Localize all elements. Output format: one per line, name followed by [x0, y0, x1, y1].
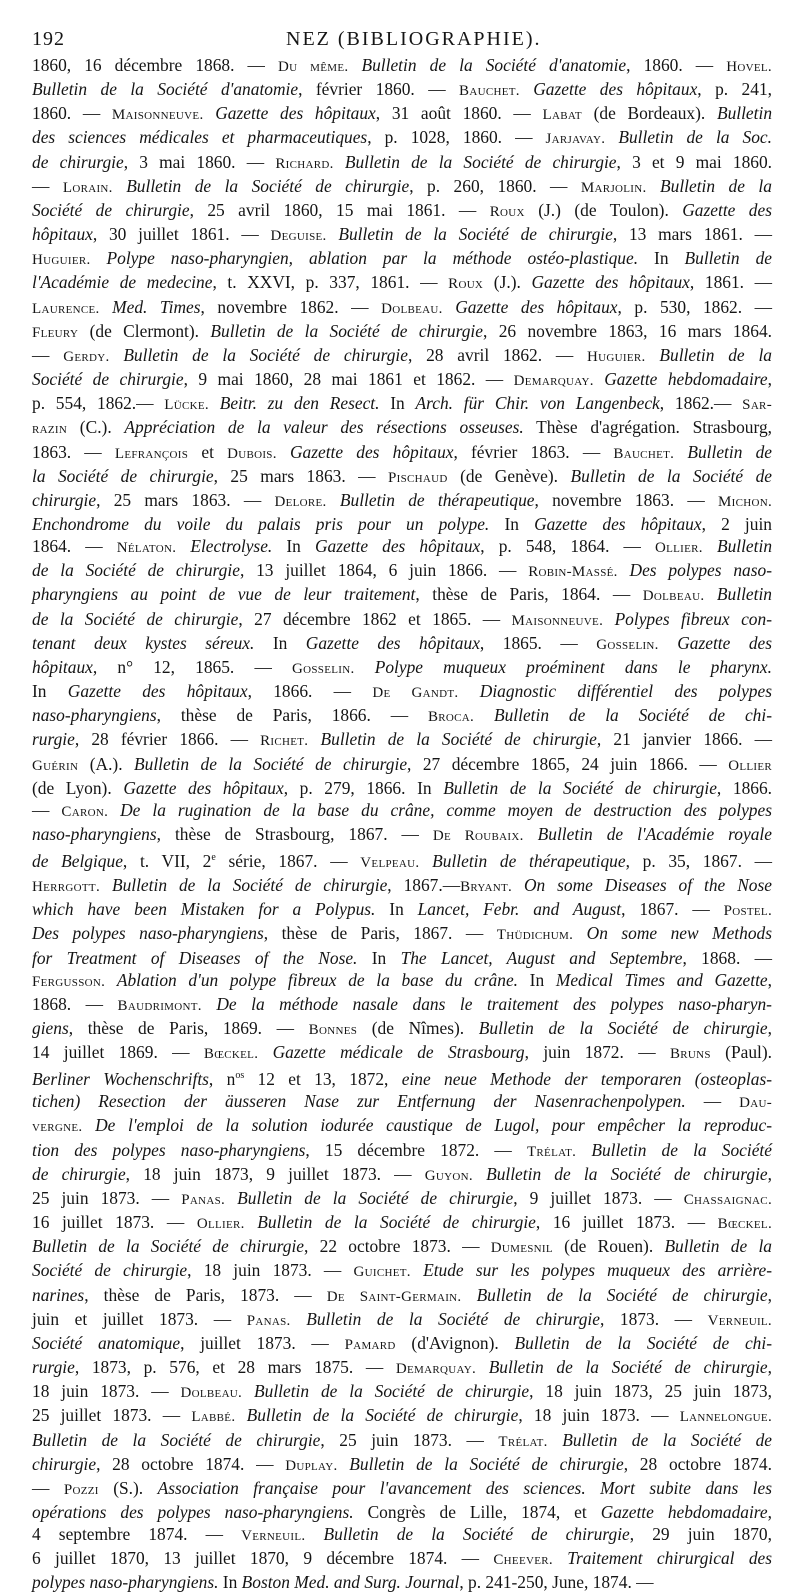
text-line: Fleury (de Clermont). Bulletin de la Société de chirurgie, 26 novembre 1863, 16 mars 1864. — [32, 320, 772, 341]
text-line: 25 juillet 1873. — Labbé. Bulletin de la Société de chirurgie, 18 juin 1873. — Lannelongue. — [32, 1405, 772, 1426]
text-line: giens, thèse de Paris, 1869. — Bonnes (de Nîmes). Bulletin de la Société de chirurgie, — [32, 1018, 772, 1039]
text-line: hôpitaux, 30 juillet 1861. — Deguise. Bulletin de la Société de chirurgie, 13 mars 1861. — — [32, 224, 772, 245]
text-line: des sciences médicales et pharmaceutiques, p. 1028, 1860. — Jarjavay. Bulletin de la Soc. — [32, 127, 772, 148]
running-title: NEZ (BIBLIOGRAPHIE). — [286, 28, 542, 50]
text-line: opérations des polypes naso-pharyngiens. Congrès de Lille, 1874, et Gazette hebdomadaire, — [32, 1501, 772, 1522]
text-line: 1860. — Maisonneuve. Gazette des hôpitaux, 31 août 1860. — Labat (de Bordeaux). Bulletin — [32, 103, 773, 124]
text-line: Guérin (A.). Bulletin de la Société de chirurgie, 27 décembre 1865, 24 juin 1866. — Ollier — [32, 753, 772, 774]
text-line: Berliner Wochenschrifts, $n^{os}$ 12 et 13, 1872, eine neue Methode der temporaren (osteoplas- — [32, 1069, 773, 1090]
text-line: Société de chirurgie, 18 juin 1873. — Guichet. Etude sur les polypes muqueux des arrière- — [32, 1260, 772, 1281]
page — [32, 28, 772, 1594]
text-line: for Treatment of Diseases of the Nose. In The Lancet, August and Septembre, 1868. — — [32, 947, 773, 968]
text-line: Bulletin de la Société de chirurgie, 22 octobre 1873. — Dumesnil (de Rouen). Bulletin de la — [32, 1236, 772, 1257]
text-line: de la Société de chirurgie, 13 juillet 1864, 6 juin 1866. — Robin-Massé. Des polypes naso- — [32, 560, 772, 581]
text-line: de chirurgie, 18 juin 1873, 9 juillet 1873. — Guyon. Bulletin de la Société de chirurgie, — [32, 1163, 772, 1184]
text-line: pharyngiens au point de vue de leur traitement, thèse de Paris, 1864. — Dolbeau. Bulletin — [32, 584, 772, 605]
text-line: Bulletin de la Société de chirurgie, 25 juin 1873. — Trélat. Bulletin de la Société de — [32, 1429, 772, 1450]
text-line: Laurence. Med. Times, novembre 1862. — Dolbeau. Gazette des hôpitaux, p. 530, 1862. — — [32, 296, 773, 317]
text-line: chirurgie, 25 mars 1863. — Delore. Bulletin de thérapeutique, novembre 1863. — Michon. — [32, 489, 773, 510]
text-line: Des polypes naso-pharyngiens, thèse de Paris, 1867. — Thüdichum. On some new Methods — [32, 923, 772, 944]
text-line: Fergusson. Ablation d'un polype fibreux de la base du crâne. In Medical Times and Gazette, — [32, 969, 772, 990]
text-line: l'Académie de medecine, t. XXVI, p. 337, 1861. — Roux (J.). Gazette des hôpitaux, 1861. — — [32, 272, 773, 293]
text-line: Bulletin de la Société d'anatomie, février 1860. — Bauchet. Gazette des hôpitaux, p. 241, — [32, 79, 772, 100]
text-line: tenant deux kystes séreux. In Gazette des hôpitaux, 1865. — Gosselin. Gazette des — [32, 632, 773, 653]
text-line: 1864. — Nélaton. Electrolyse. In Gazette des hôpitaux, p. 548, 1864. — Ollier. Bulletin — [32, 536, 773, 557]
text-line: 6 juillet 1870, 13 juillet 1870, 9 décembre 1874. — Cheever. Traitement chirurgical des — [32, 1548, 772, 1569]
text-line: Enchondrome du voile du palais pris pour un polype. In Gazette des hôpitaux, 2 juin — [32, 513, 772, 534]
text-line: 4 septembre 1874. — Verneuil. Bulletin de la Société de chirurgie, 29 juin 1870, — [32, 1524, 772, 1545]
text-line: 1860, 16 décembre 1868. — Du même. Bulletin de la Société d'anatomie, 1860. — Hovel. — [32, 55, 772, 75]
text-line: juin et juillet 1873. — Panas. Bulletin de la Société de chirurgie, 1873. — Verneuil. — [32, 1308, 772, 1329]
text-line: Société anatomique, juillet 1873. — Pamard (d'Avignon). Bulletin de la Société de chi- — [32, 1332, 772, 1353]
text-line: la Société de chirurgie, 25 mars 1863. — Pischaud (de Genève). Bulletin de la Société de — [32, 465, 772, 486]
text-line: Herrgott. Bulletin de la Société de chirurgie, 1867.—Bryant. On some Diseases of the Nose — [32, 875, 772, 896]
text-line: Société de chirurgie, 25 avril 1860, 15 mai 1861. — Roux (J.) (de Toulon). Gazette des — [32, 199, 772, 220]
text-line: naso-pharyngiens, thèse de Strasbourg, 1867. — De Roubaix. Bulletin de l'Académie royale — [32, 824, 772, 844]
text-line: 1868. — Baudrimont. De la méthode nasale dans le traitement des polypes naso-pharyn- — [32, 993, 772, 1014]
text-line: which have been Mistaken for a Polypus. In Lancet, Febr. and August, 1867. — Postel. — [32, 899, 772, 920]
text-line: hôpitaux, n° 12, 1865. — Gosselin. Polype muqueux proéminent dans le pharynx. — [32, 656, 772, 677]
text-line: 25 juin 1873. — Panas. Bulletin de la Société de chirurgie, 9 juillet 1873. — Chassaignac. — [32, 1187, 772, 1208]
text-line: — Gerdy. Bulletin de la Société de chirurgie, 28 avril 1862. — Huguier. Bulletin de la — [32, 344, 772, 365]
text-line: chirurgie, 28 octobre 1874. — Duplay. Bulletin de la Société de chirurgie, 28 octobre 1874. — [32, 1453, 772, 1474]
text-line: 16 juillet 1873. — Ollier. Bulletin de la Société de chirurgie, 16 juillet 1873. — Bœckel. — [32, 1212, 772, 1233]
text-line: p. 554, 1862.— Lücke. Beitr. zu den Resect. In Arch. für Chir. von Langenbeck, 1862.— Sar- — [32, 393, 772, 414]
text-line: In Gazette des hôpitaux, 1866. — De Gandt. Diagnostic différentiel des polypes — [32, 681, 772, 702]
text-line: 18 juin 1873. — Dolbeau. Bulletin de la Société de chirurgie, 18 juin 1873, 25 juin 1873, — [32, 1381, 772, 1402]
text-line: naso-pharyngiens, thèse de Paris, 1866. — Broca. Bulletin de la Société de chi- — [32, 705, 772, 726]
text-line: polypes naso-pharyngiens. In Boston Med. and Surg. Journal, p. 241-250, June, 1874. — — [32, 1572, 654, 1593]
text-line: 14 juillet 1869. — Bœckel. Gazette médicale de Strasbourg, juin 1872. — Bruns (Paul). — [32, 1042, 773, 1063]
text-line: de la Société de chirurgie, 27 décembre 1862 et 1865. — Maisonneuve. Polypes fibreux con- — [32, 608, 772, 629]
text-line: — Pozzi (S.). Association française pour l'avancement des sciences. Mort subite dans les — [32, 1477, 772, 1498]
text-line: Société de chirurgie, 9 mai 1860, 28 mai 1861 et 1862. — Demarquay. Gazette hebdomadaire, — [32, 369, 772, 390]
text-line: vergne. De l'emploi de la solution iodurée caustique de Lugol, pour empêcher la reproduc- — [32, 1115, 772, 1136]
text-line: tichen) Resection der äusseren Nase zur Entfernung der Nasenrachenpolypen. — Dau- — [32, 1091, 772, 1112]
text-line: rurgie, 28 février 1866. — Richet. Bulletin de la Société de chirurgie, 21 janvier 1866. — — [32, 729, 772, 750]
text-line: narines, thèse de Paris, 1873. — De Saint-Germain. Bulletin de la Société de chirurgie, — [32, 1284, 772, 1305]
bibliography-text — [32, 54, 772, 1594]
text-line: rurgie, 1873, p. 576, et 28 mars 1875. — Demarquay. Bulletin de la Société de chirurgie, — [32, 1357, 772, 1378]
text-line: tion des polypes naso-pharyngiens, 15 décembre 1872. — Trélat. Bulletin de la Société — [32, 1139, 772, 1160]
text-line: — Lorain. Bulletin de la Société de chirurgie, p. 260, 1860. — Marjolin. Bulletin de la — [32, 175, 772, 196]
text-line: razin (C.). Appréciation de la valeur des résections osseuses. Thèse d'agrégation. Strasbourg, — [32, 417, 772, 438]
page-number: 192 — [32, 28, 65, 50]
text-line: (de Lyon). Gazette des hôpitaux, p. 279, 1866. In Bulletin de la Société de chirurgie, 1866. — [32, 777, 773, 798]
text-line: de chirurgie, 3 mai 1860. — Richard. Bulletin de la Société de chirurgie, 3 et 9 mai 1860. — [32, 151, 772, 172]
running-header — [32, 28, 772, 54]
text-line: de Belgique, t. VII, 2e série, 1867. — Velpeau. Bulletin de thérapeutique, p. 35, 1867. — — [32, 850, 772, 871]
text-line: 1863. — Lefrançois et Dubois. Gazette des hôpitaux, février 1863. — Bauchet. Bulletin de — [32, 441, 772, 462]
text-line: Huguier. Polype naso-pharyngien, ablation par la méthode ostéo-plastique. In Bulletin de — [32, 248, 772, 269]
text-line: — Caron. De la rugination de la base du crâne, comme moyen de destruction des polypes — [32, 799, 772, 820]
